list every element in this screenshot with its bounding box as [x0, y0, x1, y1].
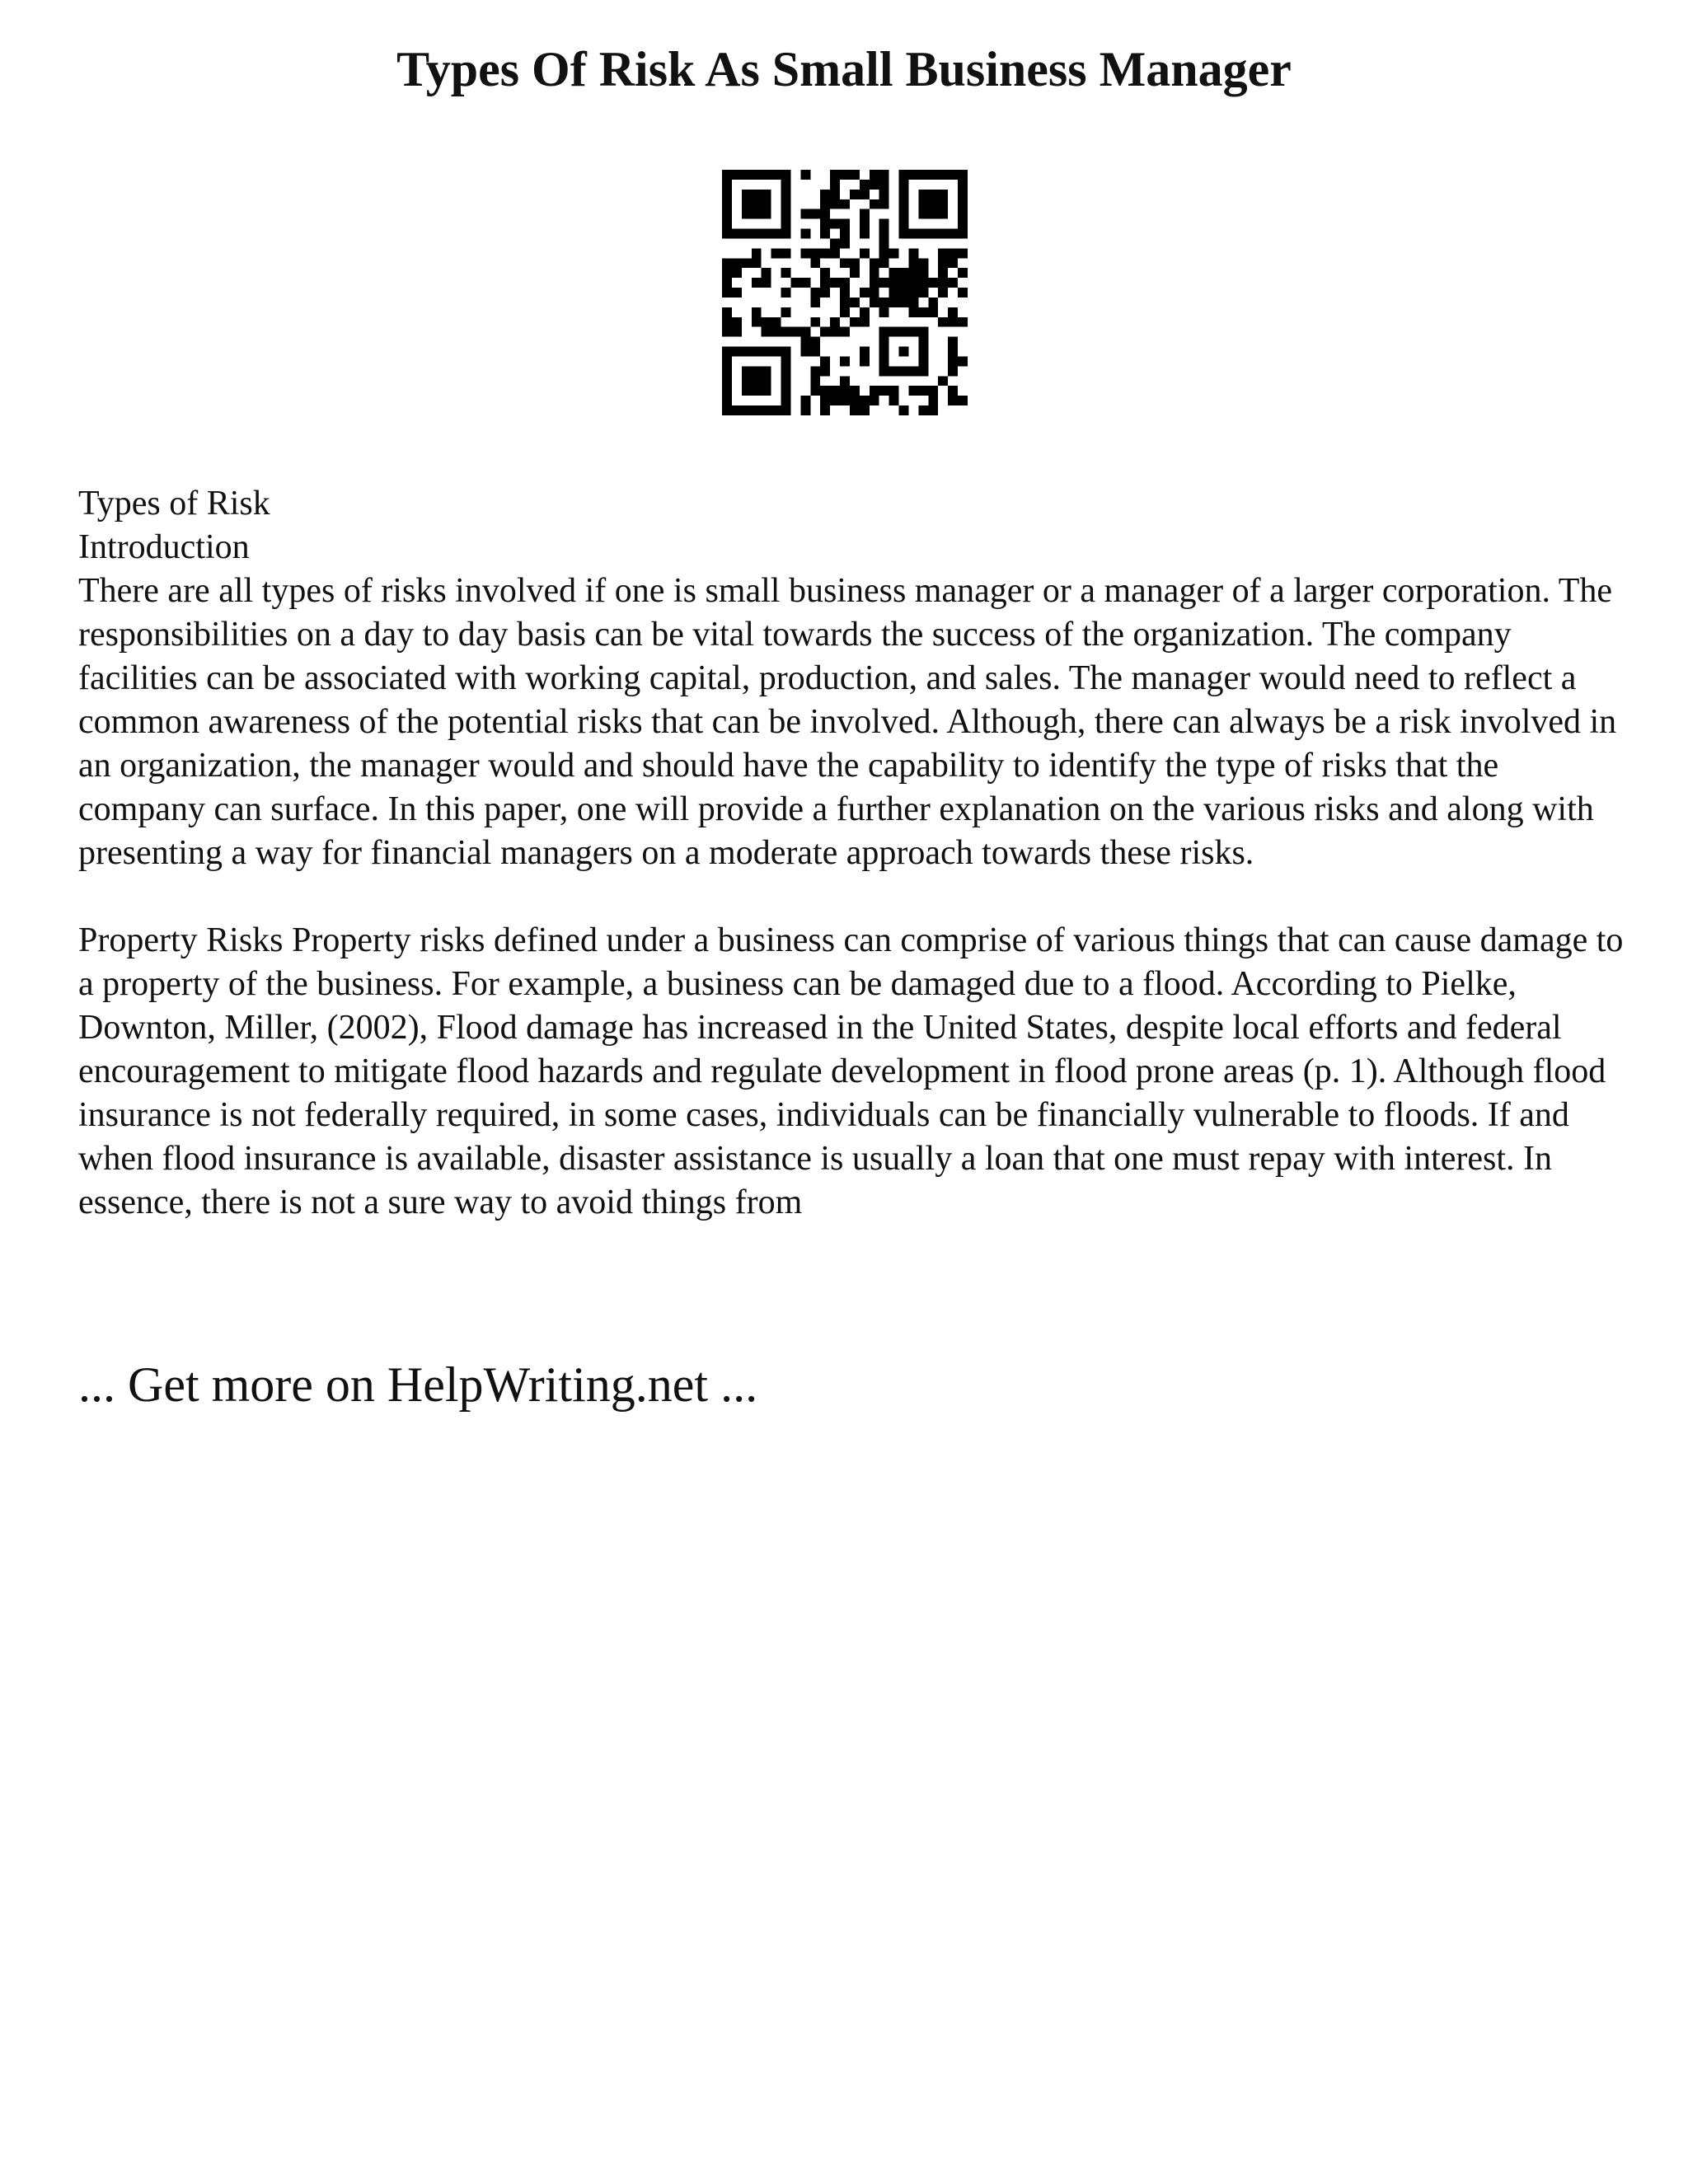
paragraph-gap	[78, 875, 1628, 919]
paragraph-property-risks: Property Risks Property risks defined under a business can comprise of various things that can cause damage to a property of the business. For example, a business can be damaged due to a flood. According to Pielke, Downton, Miller, (2002), Flood damage has increased in the United States, despite local efforts and federal encouragement to mitigate flood hazards and regulate development in flood prone areas (p. 1). Although flood insurance is not federally required, in some cases, individuals can be financially vulnerable to floods. If and when flood insurance is available, disaster assistance is usually a loan that one must repay with interest. In essence, there is not a sure way to avoid things from	[78, 921, 1624, 1221]
qr-code-icon	[722, 170, 968, 415]
get-more-link[interactable]: ... Get more on HelpWriting.net ...	[78, 1357, 758, 1412]
section-heading: Types of Risk	[78, 485, 270, 523]
document-body	[78, 482, 1628, 1225]
document-title: Types Of Risk As Small Business Manager	[396, 42, 1292, 96]
section-subheading: Introduction	[78, 528, 250, 566]
paragraph-introduction: There are all types of risks involved if one is small business manager or a manager of a larger corporation. The responsibilities on a day to day basis can be vital towards the success of the organization. The company facilities can be associated with working capital, production, and sales. The manager would need to reflect a common awareness of the potential risks that can be involved. Although, there can always be a risk involved in an organization, the manager would and should have the capability to identify the type of risks that the company can surface. In this paper, one will provide a further explanation on the various risks and along with presenting a way for financial managers on a moderate approach towards these risks.	[78, 572, 1617, 872]
